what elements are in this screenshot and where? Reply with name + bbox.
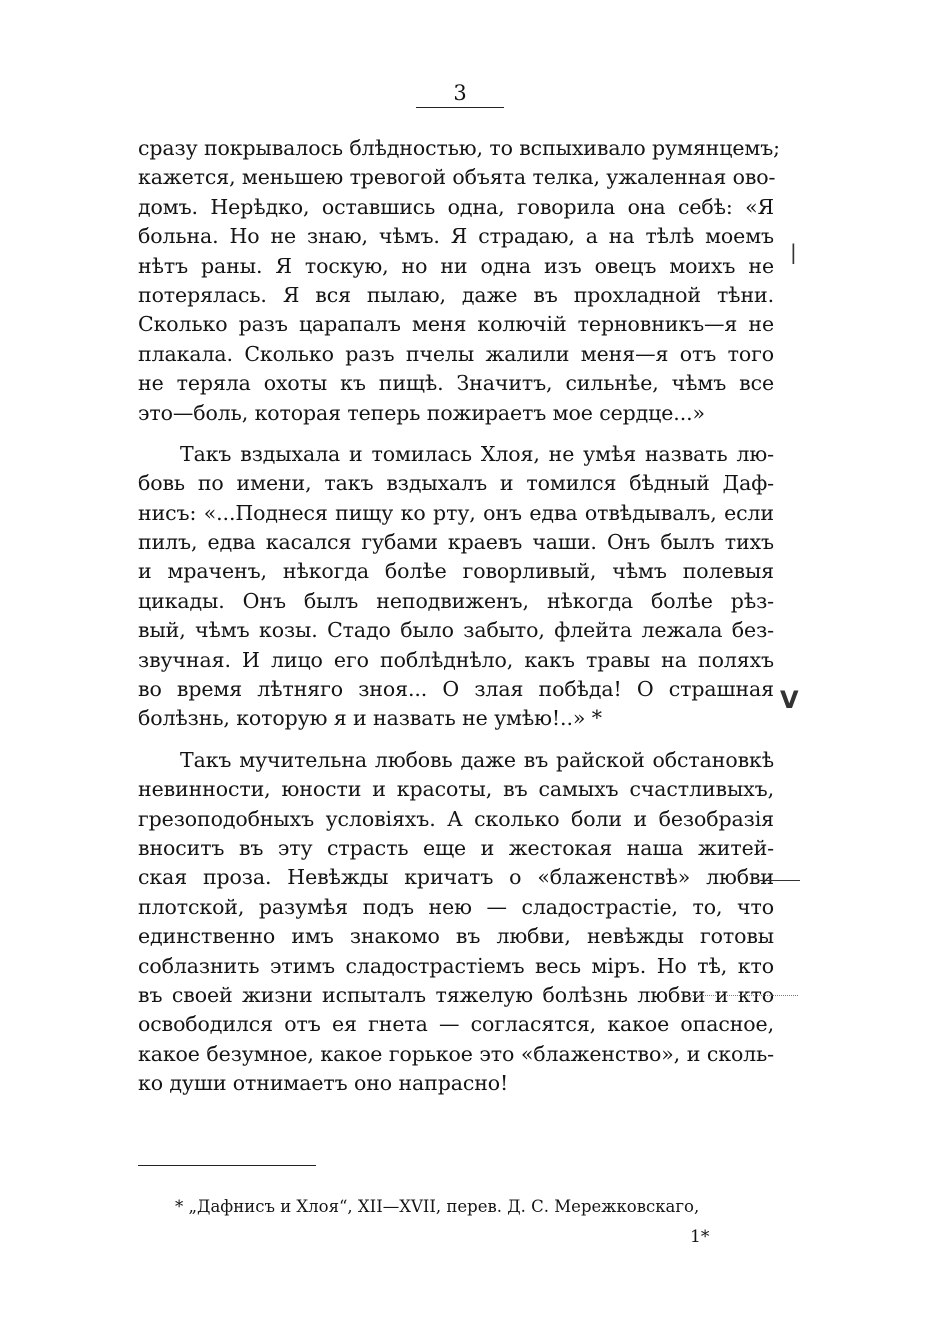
text-line: не теряла охоты къ пищѣ. Значитъ, сильнѣе, чѣмъ все xyxy=(138,371,774,396)
text-line: сразу покрывалось блѣдностью, то вспыхивало румянцемъ; xyxy=(138,136,780,160)
text-line: и мраченъ, нѣкогда болѣе говорливый, чѣмъ полевыя xyxy=(138,559,774,584)
text-line: нѣтъ раны. Я тоскую, но ни одна изъ овецъ моихъ не xyxy=(138,253,774,278)
text-line: Сколько разъ царапалъ меня колючій терновникъ—я не xyxy=(138,312,774,337)
header-rule xyxy=(416,107,504,108)
paragraph-1 xyxy=(138,134,780,428)
text-line: больна. Но не знаю, чѣмъ. Я страдаю, а на тѣлѣ моемъ xyxy=(138,224,774,249)
text-line: вый, чѣмъ козы. Стадо было забыто, флейта лежала без- xyxy=(138,618,774,643)
text-line: грезоподобныхъ условіяхъ. А сколько боли и безобразія xyxy=(138,806,774,831)
text-line: освободился отъ ея гнета — согласятся, какое опасное, xyxy=(138,1012,774,1037)
text-line: соблазнить этимъ сладострастіемъ весь міръ. Но тѣ, кто xyxy=(138,953,774,978)
text-line: бовь по имени, такъ вздыхалъ и томился бѣдный Даф- xyxy=(138,471,774,496)
text-line: Такъ вздыхала и томилась Хлоя, не умѣя назвать лю- xyxy=(180,441,774,466)
text-line: пилъ, едва касался губами краевъ чаши. Онъ былъ тихъ xyxy=(138,530,774,555)
text-line: невинности, юности и красоты, въ самыхъ счастливыхъ, xyxy=(138,777,774,802)
text-line: единственно имъ знакомо въ любви, невѣжды готовы xyxy=(138,924,774,949)
footnote-rule xyxy=(138,1165,316,1166)
text-line: въ своей жизни испыталъ тяжелую болѣзнь любви и кто xyxy=(138,982,774,1007)
text-line: домъ. Нерѣдко, оставшись одна, говорила она себѣ: «Я xyxy=(138,194,774,219)
text-line: плакала. Сколько разъ пчелы жалили меня—я отъ того xyxy=(138,341,774,366)
text-line: это—боль, которая теперь пожираетъ мое сердце...» xyxy=(138,400,705,425)
text-line: болѣзнь, которую я и назвать не умѣю!..» * xyxy=(138,706,602,731)
text-line: звучная. И лицо его поблѣднѣло, какъ травы на поляхъ xyxy=(138,647,774,672)
margin-dotted-mark xyxy=(688,995,798,996)
body-text xyxy=(138,134,780,1099)
footnote: * „Дафнисъ и Хлоя“, XII—XVII, перев. Д. С. Мережковскаго, xyxy=(175,1197,700,1216)
margin-underline-mark xyxy=(760,880,800,881)
text-line: кажется, меньшею тревогой объята телка, ужаленная ово- xyxy=(138,165,776,190)
text-line: ская проза. Невѣжды кричатъ о «блаженствѣ» любви xyxy=(138,865,774,890)
paragraph-2 xyxy=(138,440,774,734)
signature-mark: 1* xyxy=(690,1227,710,1247)
text-line: ко души отнимаетъ оно напрасно! xyxy=(138,1071,509,1096)
paragraph-3 xyxy=(138,746,774,1099)
margin-pencil-mark: | xyxy=(790,240,797,264)
text-line: во время лѣтняго зноя... О злая побѣда! О страшная xyxy=(138,677,774,702)
page-number: 3 xyxy=(453,81,467,105)
text-line: плотской, разумѣя подъ нею — сладострастіе, то, что xyxy=(138,894,774,919)
text-line: Такъ мучительна любовь даже въ райской обстановкѣ xyxy=(180,747,774,772)
text-line: какое безумное, какое горькое это «блаженство», и сколь- xyxy=(138,1041,774,1066)
text-line: потерялась. Я вся пылаю, даже въ прохладной тѣни. xyxy=(138,282,774,307)
text-line: нисъ: «...Поднеся пищу ко рту, онъ едва отвѣдывалъ, если xyxy=(138,500,774,525)
margin-pencil-mark: V xyxy=(780,686,799,714)
text-line: вноситъ въ эту страсть еще и жестокая наша житей- xyxy=(138,835,774,860)
text-line: цикады. Онъ былъ неподвиженъ, нѣкогда болѣе рѣз- xyxy=(138,588,774,613)
